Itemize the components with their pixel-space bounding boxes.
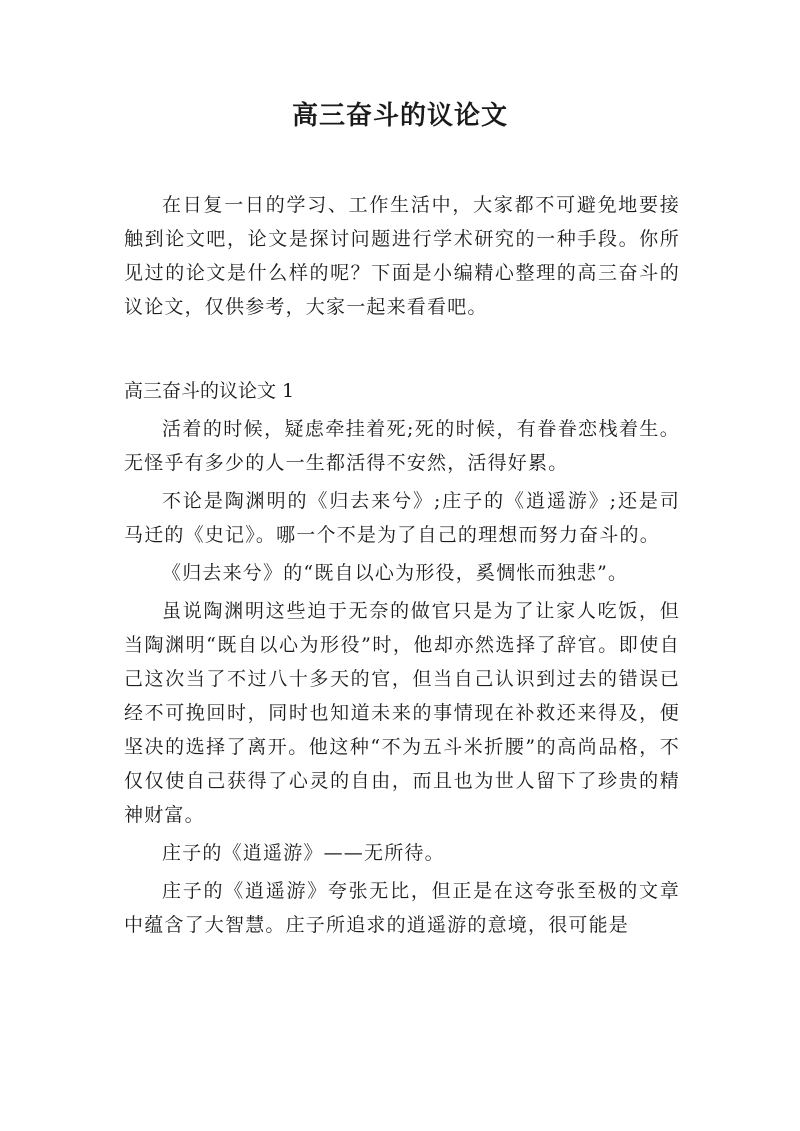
section-heading: 高三奋斗的议论文 1 [124,380,295,402]
body-paragraph: 虽说陶渊明这些迫于无奈的做官只是为了让家人吃饭，但当陶渊明“既自以心为形役”时，他却亦然选择了辞官。即使自己这次当了不过八十多天的官，但当自己认识到过去的错误已经不可挽回时，同时也知道未来的事情现在补救还来得及，便坚决的选择了离开。他这种“不为五斗米折腰”的高尚品格，不仅仅使自己获得了心灵的自由，而且也为世人留下了珍贵的精神财富。 [124,600,680,826]
body-paragraph: 庄子的《逍遥游》夸张无比，但正是在这夸张至极的文章中蕴含了大智慧。庄子所追求的逍遥游的意境，很可能是 [124,880,680,936]
body-paragraph: 不论是陶渊明的《归去来兮》;庄子的《逍遥游》;还是司马迁的《史记》。哪一个不是为了自己的理想而努力奋斗的。 [124,490,680,546]
intro-paragraph: 在日复一日的学习、工作生活中，大家都不可避免地要接触到论文吧，论文是探讨问题进行学术研究的一种手段。你所见过的论文是什么样的呢？下面是小编精心整理的高三奋斗的议论文，仅供参考，大家一起来看看吧。 [124,194,680,318]
body-paragraph: 庄子的《逍遥游》——无所待。 [162,842,445,864]
document-title: 高三奋斗的议论文 [291,101,508,131]
essay-body [124,412,680,946]
body-paragraph: 活着的时候，疑虑牵挂着死;死的时候，有眷眷恋栈着生。无怪乎有多少的人一生都活得不安然，活得好累。 [124,418,680,474]
body-paragraph: 《归去来兮》的“既自以心为形役，奚惆怅而独悲”。 [162,562,629,584]
